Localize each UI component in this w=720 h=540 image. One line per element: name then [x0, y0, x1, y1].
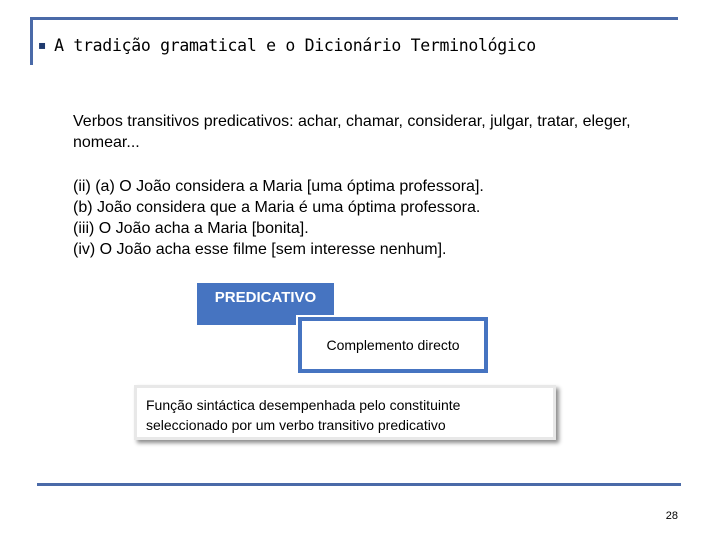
predicativo-label: PREDICATIVO [214, 289, 317, 306]
slide-title: A tradição gramatical e o Dicionário Terminológico [54, 35, 536, 55]
funcao-sintactica-text [137, 388, 553, 437]
complemento-directo-inner [302, 321, 484, 369]
page-number: 28 [665, 510, 678, 522]
funcao-line-2: seleccionado por um verbo transitivo predicativo [146, 417, 446, 433]
intro-text: Verbos transitivos predicativos: achar, chamar, considerar, julgar, tratar, eleger, nomear... [73, 113, 631, 151]
header-top-rule [30, 17, 678, 20]
examples-list [73, 176, 633, 260]
complemento-directo-label: Complemento directo [326, 337, 460, 353]
title-row [38, 31, 536, 59]
header-left-rule [30, 17, 33, 65]
example-iii: (iii) O João acha a Maria [bonita]. [73, 220, 309, 237]
example-iv: (iv) O João acha esse filme [sem interesse nenhum]. [73, 241, 447, 258]
square-bullet-icon: ▪ [38, 38, 47, 52]
example-ii-a: (ii) (a) O João considera a Maria [uma óptima professora]. [73, 178, 484, 195]
complemento-directo-box [298, 317, 488, 373]
funcao-sintactica-box [134, 385, 556, 440]
example-ii-b: (b) João considera que a Maria é uma óptima professora. [73, 199, 481, 216]
footer-rule [37, 483, 681, 486]
funcao-line-1: Função sintáctica desempenhada pelo constituinte [146, 397, 461, 413]
